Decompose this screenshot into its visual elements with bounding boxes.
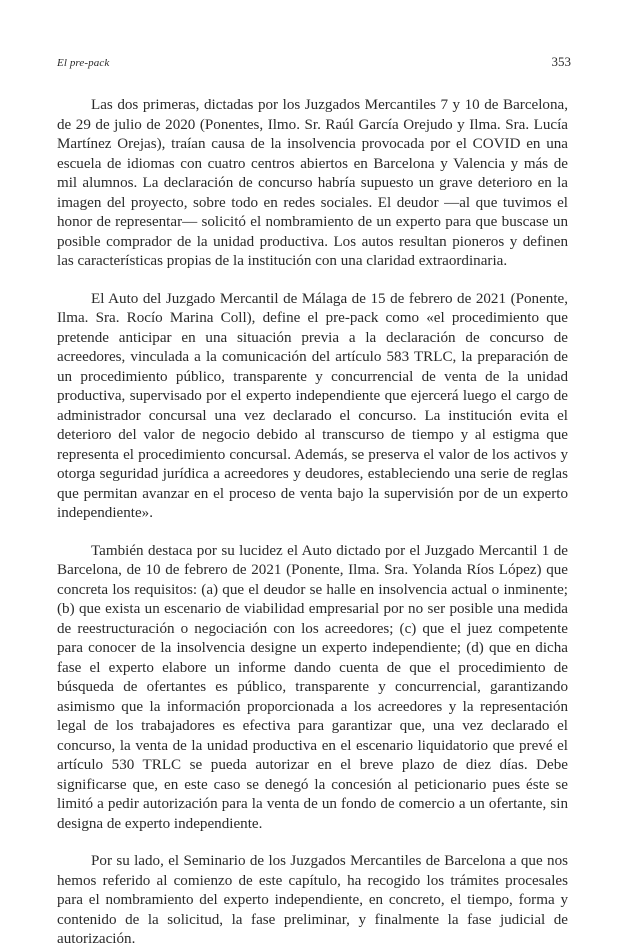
running-head: El pre-pack (57, 57, 110, 69)
paragraph: También destaca por su lucidez el Auto dictado por el Juzgado Mercantil 1 de Barcelona, de 10 de febrero de 2021 (Ponente, Ilma. Sra. Yolanda Ríos López) que concreta los requisitos: (a) que el deudor se halle en insolvencia actual o inminente; (b) que exista un escenario de viabilidad empresarial por no ser posible una medida de reestructuración o negociación con los acreedores; (c) que el juez competente para conocer de la insolvencia designe un experto independiente; (d) que en dicha fase el experto elabore un informe dando cuenta de que el procedimiento de búsqueda de ofertantes es público, transparente y concurrencial, garantizando asimismo que la información proporcionada a los acreedores y la representación legal de los trabajadores es efectiva para garantizar que, una vez declarado el concurso, la venta de la unidad productiva en el escenario liquidatorio que prevé el artículo 530 TRLC se pueda autorizar en el breve plazo de diez días. Debe significarse que, en este caso se denegó la concesión al peticionario pues éste se limitó a pedir autorización para la venta de un fondo de comercio a un ofertante, sin designa de experto independiente. (57, 542, 568, 832)
paragraph: Por su lado, el Seminario de los Juzgados Mercantiles de Barcelona a que nos hemos referido al comienzo de este capítulo, ha recogido los trámites procesales para el nombramiento del experto independiente, en concreto, el tiempo, forma y contenido de la solicitud, la fase preliminar, y finalmente la fase judicial de autorización. (57, 853, 568, 947)
body-text (57, 96, 568, 950)
paragraph: El Auto del Juzgado Mercantil de Málaga de 15 de febrero de 2021 (Ponente, Ilma. Sra. Rocío Marina Coll), define el pre-pack como «el procedimiento que pretende anticipar en una situación previa a la declaración de concurso de acreedores, vinculada a la comunicación del artículo 583 TRLC, la preparación de un procedimiento público, transparente y concurrencial de venta de la unidad productiva, supervisado por el experto independiente que ejercerá luego el cargo de administrador concursal una vez declarado el concurso. La institución evita el deterioro del valor de negocio debido al transcurso de tiempo y al estigma que representa el procedimiento concursal. Además, se preserva el valor de los activos y otorga seguridad jurídica a acreedores y deudores, estableciendo una serie de reglas que permitan avanzar en el proceso de venta bajo la supervisión por de un experto independiente». (57, 290, 568, 521)
page-number: 353 (551, 54, 571, 69)
paragraph: Las dos primeras, dictadas por los Juzgados Mercantiles 7 y 10 de Barcelona, de 29 de julio de 2020 (Ponentes, Ilmo. Sr. Raúl García Orejudo y Ilma. Sra. Lucía Martínez Orejas), traían causa de la insolvencia provocada por el COVID en una escuela de idiomas con cuatro centros abiertos en Barcelona y Valencia y más de mil alumnos. La declaración de concurso habría supuesto un grave deterioro en la imagen del proyecto, sobre todo en redes sociales. El deudor —al que tuvimos el honor de representar— solicitó el nombramiento de un experto para que buscase un posible comprador de la unidad productiva. Los autos resultan pioneros y definen las características propias de la institución con una claridad extraordinaria. (57, 97, 568, 269)
